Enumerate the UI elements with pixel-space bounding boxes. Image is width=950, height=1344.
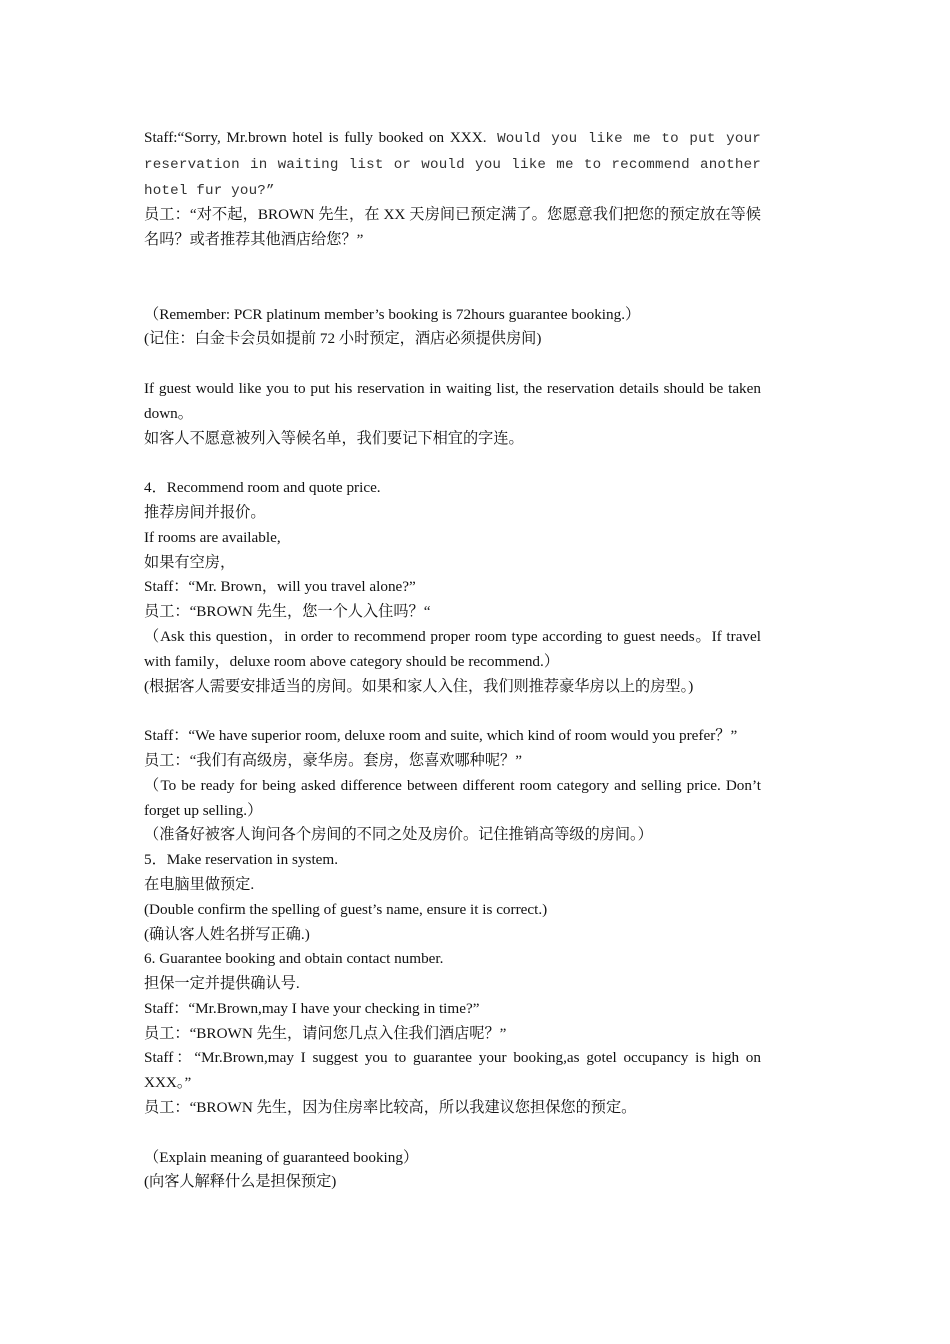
rooms-available-line: If rooms are available, bbox=[144, 528, 281, 546]
waiting-list-note-cn: 如客人不愿意被列入等候名单，我们要记下相宜的字连。 bbox=[144, 429, 524, 447]
step-4-heading-cn: 推荐房间并报价。 bbox=[144, 503, 266, 521]
ask-question-note-cn: (根据客人需要安排适当的房间。如果和家人入住，我们则推荐豪华房以上的房型。) bbox=[144, 677, 694, 695]
step-4-heading: 4．Recommend room and quote price. bbox=[144, 479, 381, 497]
staff-guarantee-suggest-cn: 员工：“BROWN 先生，因为住房率比较高，所以我建议您担保您的预定。 bbox=[144, 1099, 637, 1117]
step-5-heading-cn: 在电脑里做预定. bbox=[144, 875, 255, 893]
double-confirm-note-cn: (确认客人姓名拼写正确.) bbox=[144, 925, 310, 943]
spacer bbox=[144, 451, 761, 476]
staff-line-serif-part: Staff:“Sorry, Mr.brown hotel is fully booked on XXX. bbox=[144, 129, 487, 146]
explain-guarantee-note: （Explain meaning of guaranteed booking） bbox=[144, 1148, 419, 1166]
document-page bbox=[144, 126, 761, 1195]
remember-note-cn: (记住：白金卡会员如提前 72 小时预定，酒店必须提供房间) bbox=[144, 330, 542, 348]
rooms-available-line-cn: 如果有空房， bbox=[144, 553, 236, 571]
staff-travel-alone-cn: 员工：“BROWN 先生，您一个人入住吗？“ bbox=[144, 603, 431, 621]
remember-note: （Remember: PCR platinum member’s booking is 72hours guarantee booking.） bbox=[144, 305, 641, 323]
spacer bbox=[144, 253, 761, 303]
step-6-heading-cn: 担保一定并提供确认号. bbox=[144, 975, 300, 993]
spacer bbox=[144, 1121, 761, 1146]
double-confirm-note: (Double confirm the spelling of guest’s name, ensure it is correct.) bbox=[144, 900, 548, 918]
staff-room-types: Staff：“We have superior room, deluxe room and suite, which kind of room would you prefer？” bbox=[144, 727, 738, 745]
be-ready-note-cn: （准备好被客人询问各个房间的不同之处及房价。记住推销高等级的房间。） bbox=[144, 826, 653, 844]
spacer bbox=[144, 699, 761, 724]
staff-line-fully-booked bbox=[144, 126, 761, 203]
waiting-list-note: If guest would like you to put his reservation in waiting list, the reservation details should be taken down。 bbox=[144, 379, 761, 422]
staff-line-mono-part: Would you like me to put your reservation in waiting list or would you like me to recommend another hotel fur you?” bbox=[144, 131, 761, 199]
staff-checkin-time: Staff：“Mr.Brown,may I have your checking in time?” bbox=[144, 999, 480, 1017]
ask-question-note: （Ask this question，in order to recommend proper room type according to guest needs。If travel with family，deluxe room above category should be recommend.） bbox=[144, 627, 761, 670]
staff-checkin-time-cn: 员工：“BROWN 先生，请问您几点入住我们酒店呢？” bbox=[144, 1024, 507, 1042]
staff-guarantee-suggest: Staff：“Mr.Brown,may I suggest you to guarantee your booking,as gotel occupancy is high on XXX。” bbox=[144, 1049, 761, 1092]
step-6-heading: 6. Guarantee booking and obtain contact number. bbox=[144, 950, 444, 968]
step-5-heading: 5．Make reservation in system. bbox=[144, 851, 339, 869]
spacer bbox=[144, 352, 761, 377]
staff-room-types-cn: 员工：“我们有高级房，豪华房。套房，您喜欢哪种呢？” bbox=[144, 751, 522, 769]
staff-line-fully-booked-cn: 员工：“对不起，BROWN 先生，在 XX 天房间已预定满了。您愿意我们把您的预定放在等候名吗？或者推荐其他酒店给您？” bbox=[144, 206, 761, 249]
be-ready-note: （To be ready for being asked difference between different room category and selling price. Don’t forget up selling.） bbox=[144, 776, 761, 819]
explain-guarantee-note-cn: (向客人解释什么是担保预定) bbox=[144, 1173, 337, 1191]
staff-travel-alone: Staff：“Mr. Brown，will you travel alone?” bbox=[144, 578, 416, 596]
